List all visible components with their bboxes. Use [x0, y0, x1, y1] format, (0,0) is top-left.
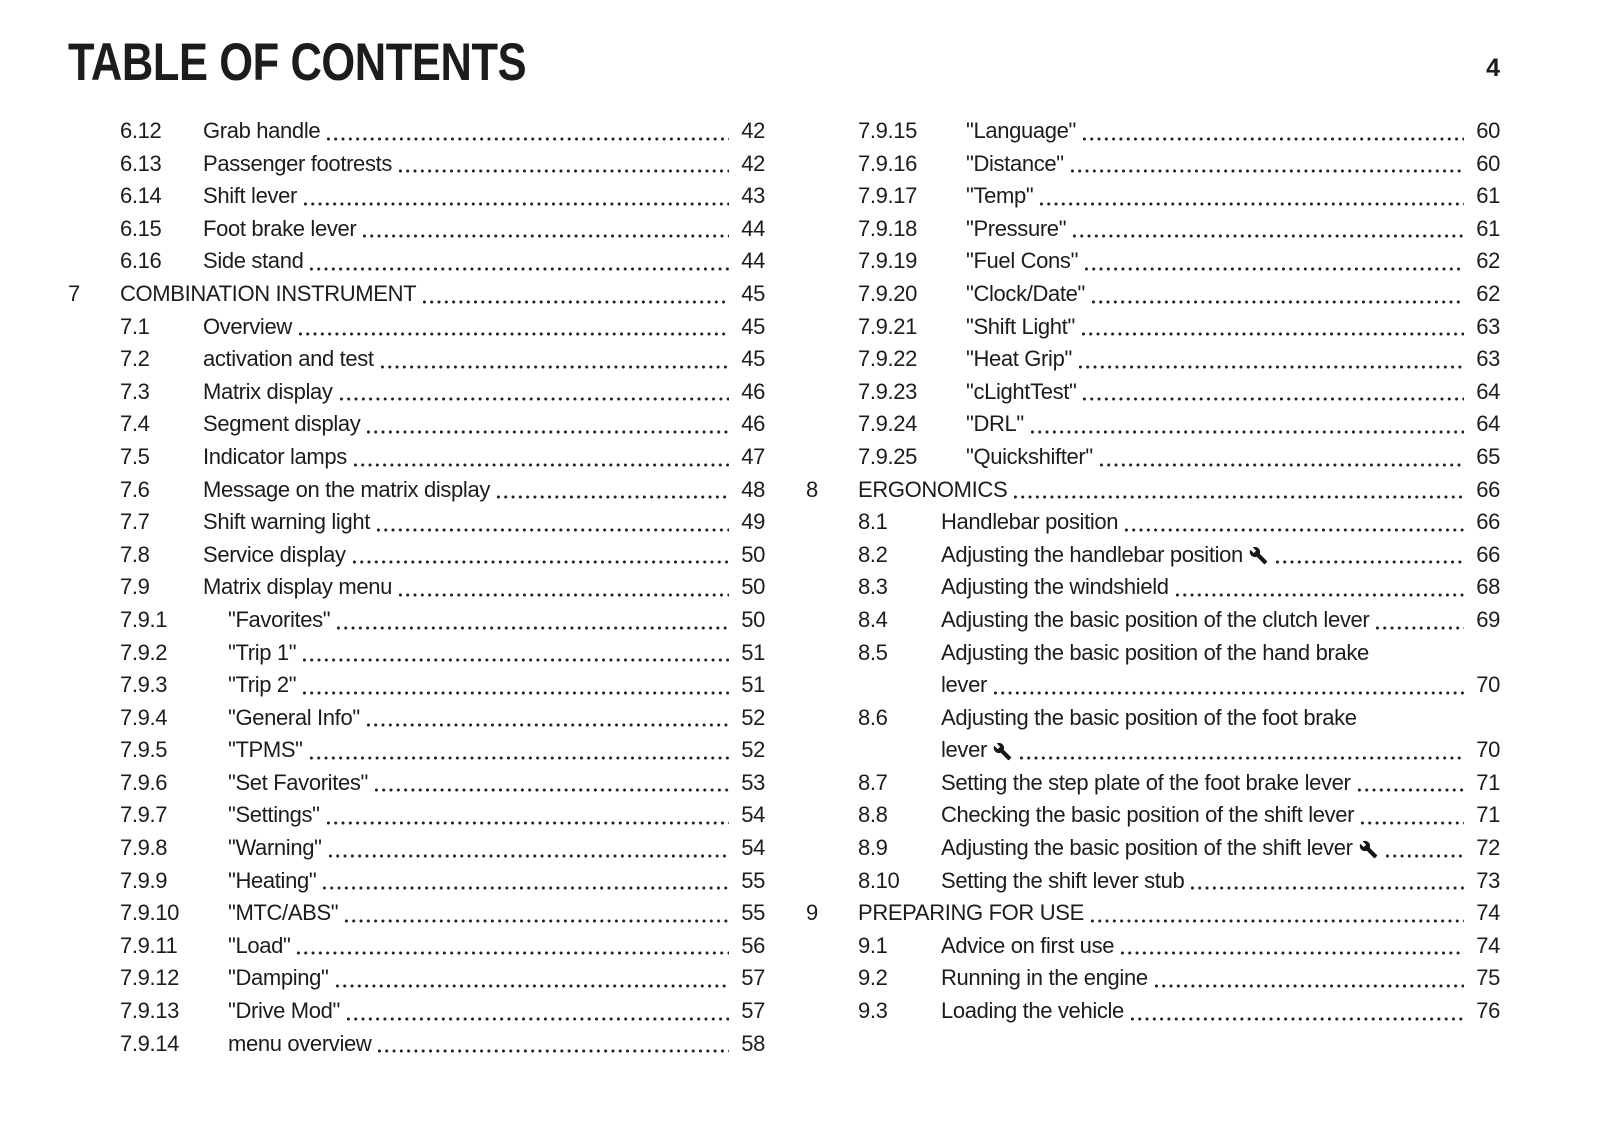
dot-leader	[299, 332, 729, 336]
toc-entry	[806, 343, 1500, 376]
toc-entry-number: 7.9.7	[120, 802, 168, 828]
toc-entry-page: 71	[1476, 802, 1500, 828]
dot-leader	[310, 756, 729, 760]
toc-entry-page: 43	[741, 183, 765, 209]
toc-entry-number: 8.3	[858, 574, 888, 600]
toc-entry-page: 65	[1476, 443, 1500, 469]
toc-entry-title: PREPARING FOR USE	[858, 900, 1084, 926]
toc-entry-page: 60	[1476, 118, 1500, 143]
toc-entry-title: Running in the engine	[941, 965, 1148, 991]
toc-entry-title: "Heat Grip"	[966, 346, 1072, 372]
toc-entry-number: 7.9.6	[120, 769, 168, 795]
dot-leader	[1083, 137, 1464, 141]
toc-entry	[68, 311, 765, 344]
dot-leader	[323, 886, 729, 890]
toc-entry-page: 74	[1476, 900, 1500, 926]
toc-entry	[806, 506, 1500, 539]
dot-leader	[354, 463, 729, 467]
toc-entry	[806, 832, 1500, 865]
dot-leader	[994, 691, 1464, 695]
dot-leader	[347, 1017, 729, 1021]
toc-entry-number: 8.6	[858, 704, 888, 730]
toc-entry-title: Checking the basic position of the shift lever	[941, 802, 1355, 828]
dot-leader	[1125, 528, 1464, 532]
toc-entry-page: 56	[741, 932, 765, 958]
toc-entry	[806, 767, 1500, 800]
toc-entry-page: 66	[1476, 476, 1500, 502]
toc-entry-number: 7.9.4	[120, 704, 168, 730]
toc-entry-title: "Heating"	[228, 867, 317, 893]
toc-entry-number: 7.4	[120, 411, 150, 437]
toc-entry-page: 55	[741, 900, 765, 926]
toc-entry-page: 62	[1476, 280, 1500, 306]
toc-entry	[806, 180, 1500, 213]
toc-entry-title: activation and test	[203, 346, 374, 372]
toc-entry-title: "Trip 1"	[228, 639, 297, 665]
toc-entry-title: Matrix display menu	[203, 574, 392, 600]
toc-entry	[68, 115, 765, 148]
toc-entry-number: 7.9.20	[858, 280, 918, 306]
dot-leader	[363, 234, 729, 238]
toc-entry	[806, 213, 1500, 246]
toc-entry-page: 61	[1476, 183, 1500, 209]
page-number: 4	[1486, 54, 1500, 82]
toc-entry-number: 7.9.12	[120, 965, 180, 991]
toc-entry	[68, 897, 765, 930]
toc-entry-page: 62	[1476, 248, 1500, 274]
toc-entry	[806, 148, 1500, 181]
toc-entry-number: 7.9.24	[858, 411, 918, 437]
dot-leader	[1020, 756, 1464, 760]
toc-entry-page: 75	[1476, 965, 1500, 991]
toc-entry-page: 53	[741, 769, 765, 795]
toc-entry-title: "Load"	[228, 932, 291, 958]
toc-entry-page: 68	[1476, 574, 1500, 600]
toc-entry-number: 7.9.23	[858, 378, 918, 404]
dot-leader	[1031, 430, 1464, 434]
toc-entry-title: Setting the step plate of the foot brake lever	[941, 769, 1351, 795]
toc-entry-number: 9	[806, 900, 818, 926]
toc-entry-page: 70	[1476, 737, 1500, 763]
toc-entry-title: lever	[941, 737, 987, 763]
toc-entry-title: "Damping"	[228, 965, 329, 991]
toc-entry	[806, 571, 1500, 604]
toc-entry-title: Adjusting the windshield	[941, 574, 1169, 600]
toc-entry	[806, 930, 1500, 963]
toc-entry-number: 7.9.9	[120, 867, 168, 893]
toc-entry-page: 76	[1476, 998, 1500, 1024]
toc-entry	[68, 767, 765, 800]
toc-entry-number: 8.4	[858, 606, 888, 632]
toc-entry	[806, 604, 1500, 637]
dot-leader	[1386, 854, 1464, 858]
toc-entry-title: menu overview	[228, 1030, 372, 1056]
toc-entry	[68, 832, 765, 865]
toc-entry-number: 6.14	[120, 183, 162, 209]
toc-entry-page: 42	[741, 150, 765, 176]
toc-entry-page: 72	[1476, 835, 1500, 861]
toc-entry-number: 8.5	[858, 639, 888, 665]
toc-entry-number: 7.9.10	[120, 900, 180, 926]
toc-entry-page: 46	[741, 411, 765, 437]
toc-entry-title: Service display	[203, 541, 346, 567]
toc-entry-page: 52	[741, 704, 765, 730]
dot-leader	[367, 723, 729, 727]
toc-entry-page: 49	[741, 509, 765, 535]
toc-entry-title: "Temp"	[966, 183, 1034, 209]
toc-entry-number: 7.9.21	[858, 313, 918, 339]
dot-leader	[399, 169, 729, 173]
toc-entry-title: ERGONOMICS	[858, 476, 1008, 502]
toc-entry	[806, 897, 1500, 930]
toc-entry-page: 66	[1476, 509, 1500, 535]
toc-entry	[806, 245, 1500, 278]
wrench-icon	[1359, 840, 1378, 859]
toc-entry-page: 70	[1476, 672, 1500, 698]
toc-columns	[0, 115, 1600, 1060]
toc-entry-title: Adjusting the basic position of the hand brake	[941, 639, 1369, 665]
dot-leader	[304, 202, 729, 206]
toc-entry-number: 6.13	[120, 150, 162, 176]
toc-entry-title: Adjusting the handlebar position	[941, 541, 1243, 567]
toc-entry	[806, 376, 1500, 409]
toc-entry-number: 8.1	[858, 509, 888, 535]
toc-entry	[68, 930, 765, 963]
dot-leader	[340, 397, 729, 401]
toc-entry-title: Setting the shift lever stub	[941, 867, 1185, 893]
dot-leader	[327, 137, 729, 141]
dot-leader	[1100, 463, 1464, 467]
dot-leader	[1040, 202, 1464, 206]
toc-entry	[68, 1028, 765, 1061]
dot-leader	[378, 1049, 729, 1053]
toc-entry-number: 7	[68, 280, 80, 306]
toc-entry-title: "Shift Light"	[966, 313, 1075, 339]
toc-entry-title: "Favorites"	[228, 606, 331, 632]
dot-leader	[1085, 267, 1464, 271]
dot-leader	[329, 854, 729, 858]
toc-entry-title: Shift warning light	[203, 509, 370, 535]
toc-entry-title: Overview	[203, 313, 292, 339]
toc-entry-number: 7.9.1	[120, 606, 168, 632]
toc-column-right	[806, 115, 1500, 1060]
dot-leader	[327, 821, 729, 825]
toc-entry-continuation	[806, 669, 1500, 702]
toc-entry-title: Grab handle	[203, 118, 321, 143]
toc-entry-page: 74	[1476, 932, 1500, 958]
toc-entry-page: 50	[741, 574, 765, 600]
toc-entry-number: 7.9.22	[858, 346, 918, 372]
dot-leader	[345, 919, 729, 923]
toc-entry-number: 7.8	[120, 541, 150, 567]
toc-entry	[68, 799, 765, 832]
toc-entry-page: 45	[741, 346, 765, 372]
dot-leader	[303, 658, 729, 662]
toc-entry-title: Foot brake lever	[203, 215, 357, 241]
toc-entry	[68, 213, 765, 246]
dot-leader	[423, 300, 729, 304]
toc-entry	[68, 506, 765, 539]
toc-entry-title: Handlebar position	[941, 509, 1119, 535]
toc-entry	[68, 441, 765, 474]
toc-entry	[68, 474, 765, 507]
toc-entry	[68, 995, 765, 1028]
toc-entry	[68, 962, 765, 995]
dot-leader	[353, 560, 729, 564]
toc-entry	[806, 441, 1500, 474]
toc-entry-title: "Distance"	[966, 150, 1064, 176]
toc-entry	[806, 962, 1500, 995]
toc-entry	[68, 180, 765, 213]
toc-entry-title: "Clock/Date"	[966, 280, 1086, 306]
toc-entry-page: 61	[1476, 215, 1500, 241]
toc-entry-page: 63	[1476, 346, 1500, 372]
toc-entry-number: 9.1	[858, 932, 888, 958]
toc-entry	[68, 148, 765, 181]
toc-entry-number: 6.15	[120, 215, 162, 241]
dot-leader	[399, 593, 729, 597]
dot-leader	[1083, 397, 1464, 401]
page-header	[0, 0, 1600, 92]
toc-entry	[806, 539, 1500, 572]
dot-leader	[367, 430, 729, 434]
dot-leader	[1176, 593, 1464, 597]
toc-entry-page: 45	[741, 313, 765, 339]
toc-entry	[68, 408, 765, 441]
toc-entry	[806, 311, 1500, 344]
toc-entry-title: "TPMS"	[228, 737, 303, 763]
toc-entry	[68, 278, 765, 311]
toc-entry-title: Indicator lamps	[203, 443, 347, 469]
dot-leader	[1091, 919, 1464, 923]
toc-entry-number: 7.9.13	[120, 998, 180, 1024]
toc-entry-page: 69	[1476, 606, 1500, 632]
toc-entry	[806, 637, 1500, 670]
dot-leader	[1276, 560, 1464, 564]
toc-entry-number: 7.9.14	[120, 1030, 180, 1056]
toc-entry-number: 7.9.17	[858, 183, 918, 209]
dot-leader	[1073, 234, 1464, 238]
toc-entry-page: 45	[741, 280, 765, 306]
toc-entry-number: 7.9.25	[858, 443, 918, 469]
toc-entry-title: "Fuel Cons"	[966, 248, 1079, 274]
toc-entry-number: 7.3	[120, 378, 150, 404]
dot-leader	[1131, 1017, 1464, 1021]
toc-entry-page: 54	[741, 802, 765, 828]
toc-entry-title: "cLightTest"	[966, 378, 1077, 404]
toc-entry	[68, 539, 765, 572]
toc-entry	[806, 474, 1500, 507]
toc-entry-page: 60	[1476, 150, 1500, 176]
toc-entry-number: 9.2	[858, 965, 888, 991]
toc-entry-title: Adjusting the basic position of the clutch lever	[941, 606, 1370, 632]
toc-entry-number: 7.9.5	[120, 737, 168, 763]
toc-entry-number: 9.3	[858, 998, 888, 1024]
toc-entry	[806, 702, 1500, 735]
toc-entry-page: 64	[1476, 411, 1500, 437]
toc-entry-title: "DRL"	[966, 411, 1024, 437]
toc-entry-title: Adjusting the basic position of the foot brake	[941, 704, 1357, 730]
toc-entry	[68, 669, 765, 702]
toc-entry-number: 7.9.11	[120, 932, 178, 958]
toc-entry-title: "Set Favorites"	[228, 769, 368, 795]
toc-entry-title: Message on the matrix display	[203, 476, 490, 502]
wrench-icon	[1249, 546, 1268, 565]
dot-leader	[1191, 886, 1464, 890]
toc-entry-title: "Trip 2"	[228, 672, 297, 698]
dot-leader	[336, 984, 729, 988]
toc-entry-title: Adjusting the basic position of the shift lever	[941, 835, 1353, 861]
toc-entry-title: Matrix display	[203, 378, 333, 404]
toc-entry-number: 7.6	[120, 476, 150, 502]
toc-entry-number: 8	[806, 476, 818, 502]
toc-entry-page: 58	[741, 1030, 765, 1056]
dot-leader	[497, 495, 729, 499]
toc-entry-title: "General Info"	[228, 704, 360, 730]
dot-leader	[381, 365, 729, 369]
dot-leader	[1079, 365, 1464, 369]
dot-leader	[310, 267, 729, 271]
toc-entry-title: "MTC/ABS"	[228, 900, 339, 926]
toc-entry-page: 50	[741, 606, 765, 632]
toc-entry-number: 8.9	[858, 835, 888, 861]
toc-entry-title: Side stand	[203, 248, 304, 274]
toc-entry-page: 64	[1476, 378, 1500, 404]
toc-entry	[68, 571, 765, 604]
toc-entry	[68, 637, 765, 670]
toc-entry-page: 57	[741, 965, 765, 991]
toc-entry-title: Advice on first use	[941, 932, 1115, 958]
dot-leader	[377, 528, 729, 532]
toc-entry-number: 7.7	[120, 509, 150, 535]
toc-entry-number: 7.9.18	[858, 215, 918, 241]
toc-entry-number: 7.9.15	[858, 118, 918, 143]
toc-entry-title: COMBINATION INSTRUMENT	[120, 280, 417, 306]
toc-entry-page: 63	[1476, 313, 1500, 339]
toc-entry	[806, 408, 1500, 441]
toc-entry-page: 44	[741, 215, 765, 241]
dot-leader	[1155, 984, 1464, 988]
toc-entry-title: lever	[941, 672, 987, 698]
toc-entry-number: 6.16	[120, 248, 162, 274]
toc-entry-number: 8.8	[858, 802, 888, 828]
toc-entry-number: 7.9.2	[120, 639, 168, 665]
toc-entry-title: "Warning"	[228, 835, 322, 861]
toc-entry-number: 6.12	[120, 118, 162, 143]
toc-entry-title: "Pressure"	[966, 215, 1067, 241]
toc-entry-title: "Language"	[966, 118, 1077, 143]
toc-entry-page: 44	[741, 248, 765, 274]
toc-entry	[68, 245, 765, 278]
toc-entry-number: 8.7	[858, 769, 888, 795]
dot-leader	[1071, 169, 1464, 173]
toc-entry	[68, 702, 765, 735]
toc-entry-number: 8.2	[858, 541, 888, 567]
toc-entry	[68, 604, 765, 637]
toc-entry-number: 7.1	[120, 313, 150, 339]
toc-entry	[68, 734, 765, 767]
toc-column-left	[68, 115, 765, 1060]
toc-entry-number: 7.5	[120, 443, 150, 469]
toc-entry	[68, 376, 765, 409]
dot-leader	[1361, 821, 1464, 825]
toc-entry	[806, 865, 1500, 898]
dot-leader	[1014, 495, 1464, 499]
toc-entry-page: 57	[741, 998, 765, 1024]
page-title: TABLE OF CONTENTS	[68, 33, 527, 92]
toc-entry-title: "Settings"	[228, 802, 320, 828]
toc-entry-page: 66	[1476, 541, 1500, 567]
toc-entry-number: 7.9.16	[858, 150, 918, 176]
toc-entry-page: 42	[741, 118, 765, 143]
toc-entry-page: 51	[741, 672, 765, 698]
toc-entry-title: Passenger footrests	[203, 150, 393, 176]
toc-entry-page: 47	[741, 443, 765, 469]
toc-entry-page: 48	[741, 476, 765, 502]
toc-entry	[806, 799, 1500, 832]
dot-leader	[375, 788, 729, 792]
toc-entry-page: 51	[741, 639, 765, 665]
dot-leader	[303, 691, 729, 695]
toc-entry-page: 50	[741, 541, 765, 567]
toc-entry-page: 55	[741, 867, 765, 893]
toc-entry-page: 54	[741, 835, 765, 861]
toc-entry	[806, 115, 1500, 148]
dot-leader	[337, 626, 729, 630]
toc-entry-continuation	[806, 734, 1500, 767]
dot-leader	[1376, 626, 1464, 630]
dot-leader	[1121, 951, 1464, 955]
toc-entry-number: 7.9.19	[858, 248, 918, 274]
toc-entry-number: 8.10	[858, 867, 900, 893]
dot-leader	[297, 951, 729, 955]
toc-entry	[806, 995, 1500, 1028]
toc-entry-title: "Drive Mod"	[228, 998, 341, 1024]
toc-entry-number: 7.9	[120, 574, 150, 600]
toc-entry	[68, 865, 765, 898]
toc-entry-title: Segment display	[203, 411, 361, 437]
toc-entry-page: 73	[1476, 867, 1500, 893]
dot-leader	[1092, 300, 1464, 304]
toc-entry	[806, 278, 1500, 311]
toc-entry-number: 7.9.3	[120, 672, 168, 698]
toc-entry	[68, 343, 765, 376]
toc-entry-number: 7.2	[120, 346, 150, 372]
toc-entry-page: 46	[741, 378, 765, 404]
dot-leader	[1082, 332, 1464, 336]
toc-entry-page: 71	[1476, 769, 1500, 795]
toc-entry-title: Shift lever	[203, 183, 297, 209]
wrench-icon	[993, 742, 1012, 761]
toc-entry-page: 52	[741, 737, 765, 763]
toc-entry-title: Loading the vehicle	[941, 998, 1124, 1024]
toc-entry-title: "Quickshifter"	[966, 443, 1093, 469]
dot-leader	[1358, 788, 1464, 792]
toc-entry-number: 7.9.8	[120, 835, 168, 861]
